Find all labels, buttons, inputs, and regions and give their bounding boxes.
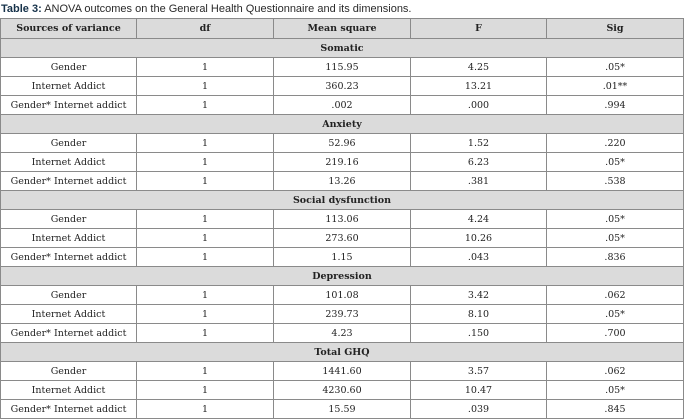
section-title: Anxiety [1,115,684,134]
df-cell: 1 [137,58,274,77]
mean-square-cell: 4.23 [274,324,411,343]
table-row [1,172,684,191]
sig-cell: .01** [547,77,684,96]
source-cell: Internet Addict [1,77,137,96]
mean-square-cell: 1441.60 [274,362,411,381]
section-title: Depression [1,267,684,286]
source-cell: Gender [1,134,137,153]
table-header [1,19,684,39]
section-row [1,191,684,210]
f-cell: .043 [411,248,547,267]
table-row [1,305,684,324]
mean-square-cell: 360.23 [274,77,411,96]
df-cell: 1 [137,153,274,172]
header-mean-square: Mean square [274,19,411,39]
f-cell: 13.21 [411,77,547,96]
f-cell: .381 [411,172,547,191]
section-title: Total GHQ [1,343,684,362]
source-cell: Internet Addict [1,381,137,400]
table-row [1,77,684,96]
f-cell: .150 [411,324,547,343]
table-row [1,229,684,248]
source-cell: Gender [1,362,137,381]
df-cell: 1 [137,210,274,229]
table-row [1,362,684,381]
sig-cell: .700 [547,324,684,343]
section-row [1,267,684,286]
f-cell: 10.47 [411,381,547,400]
df-cell: 1 [137,286,274,305]
table-row [1,153,684,172]
mean-square-cell: 15.59 [274,400,411,419]
mean-square-cell: 13.26 [274,172,411,191]
caption-text: ANOVA outcomes on the General Health Questionnaire and its dimensions. [41,3,412,15]
f-cell: .000 [411,96,547,115]
source-cell: Gender [1,210,137,229]
f-cell: 10.26 [411,229,547,248]
df-cell: 1 [137,172,274,191]
table-row [1,96,684,115]
table-row [1,324,684,343]
table-row [1,58,684,77]
sig-cell: .05* [547,153,684,172]
table-row [1,400,684,419]
section-row [1,39,684,58]
sig-cell: .062 [547,362,684,381]
df-cell: 1 [137,381,274,400]
df-cell: 1 [137,362,274,381]
f-cell: 3.57 [411,362,547,381]
f-cell: 3.42 [411,286,547,305]
section-row [1,343,684,362]
source-cell: Gender* Internet addict [1,400,137,419]
source-cell: Internet Addict [1,305,137,324]
sig-cell: .05* [547,229,684,248]
caption-label: Table 3: [1,3,42,15]
df-cell: 1 [137,305,274,324]
anova-table [0,18,684,419]
table-row [1,286,684,305]
source-cell: Internet Addict [1,153,137,172]
sig-cell: .05* [547,58,684,77]
sig-cell: .05* [547,210,684,229]
mean-square-cell: 115.95 [274,58,411,77]
f-cell: 4.25 [411,58,547,77]
f-cell: 4.24 [411,210,547,229]
sig-cell: .538 [547,172,684,191]
sig-cell: .062 [547,286,684,305]
header-df: df [137,19,274,39]
f-cell: .039 [411,400,547,419]
f-cell: 1.52 [411,134,547,153]
f-cell: 8.10 [411,305,547,324]
sig-cell: .845 [547,400,684,419]
sig-cell: .994 [547,96,684,115]
f-cell: 6.23 [411,153,547,172]
table-row [1,381,684,400]
mean-square-cell: 113.06 [274,210,411,229]
table-row [1,248,684,267]
source-cell: Internet Addict [1,229,137,248]
source-cell: Gender* Internet addict [1,324,137,343]
mean-square-cell: 101.08 [274,286,411,305]
mean-square-cell: 239.73 [274,305,411,324]
sig-cell: .836 [547,248,684,267]
source-cell: Gender* Internet addict [1,248,137,267]
df-cell: 1 [137,96,274,115]
section-title: Somatic [1,39,684,58]
header-row [1,19,684,39]
header-sig: Sig [547,19,684,39]
source-cell: Gender* Internet addict [1,172,137,191]
sig-cell: .05* [547,381,684,400]
df-cell: 1 [137,134,274,153]
header-f: F [411,19,547,39]
df-cell: 1 [137,324,274,343]
mean-square-cell: .002 [274,96,411,115]
mean-square-cell: 1.15 [274,248,411,267]
header-sources-of-variance: Sources of variance [1,19,137,39]
df-cell: 1 [137,77,274,96]
table-row [1,134,684,153]
table-caption [1,0,412,18]
sig-cell: .05* [547,305,684,324]
df-cell: 1 [137,400,274,419]
mean-square-cell: 219.16 [274,153,411,172]
table-row [1,210,684,229]
df-cell: 1 [137,248,274,267]
section-row [1,115,684,134]
section-title: Social dysfunction [1,191,684,210]
mean-square-cell: 273.60 [274,229,411,248]
df-cell: 1 [137,229,274,248]
source-cell: Gender [1,58,137,77]
source-cell: Gender* Internet addict [1,96,137,115]
table-body [1,39,684,419]
mean-square-cell: 52.96 [274,134,411,153]
mean-square-cell: 4230.60 [274,381,411,400]
source-cell: Gender [1,286,137,305]
sig-cell: .220 [547,134,684,153]
